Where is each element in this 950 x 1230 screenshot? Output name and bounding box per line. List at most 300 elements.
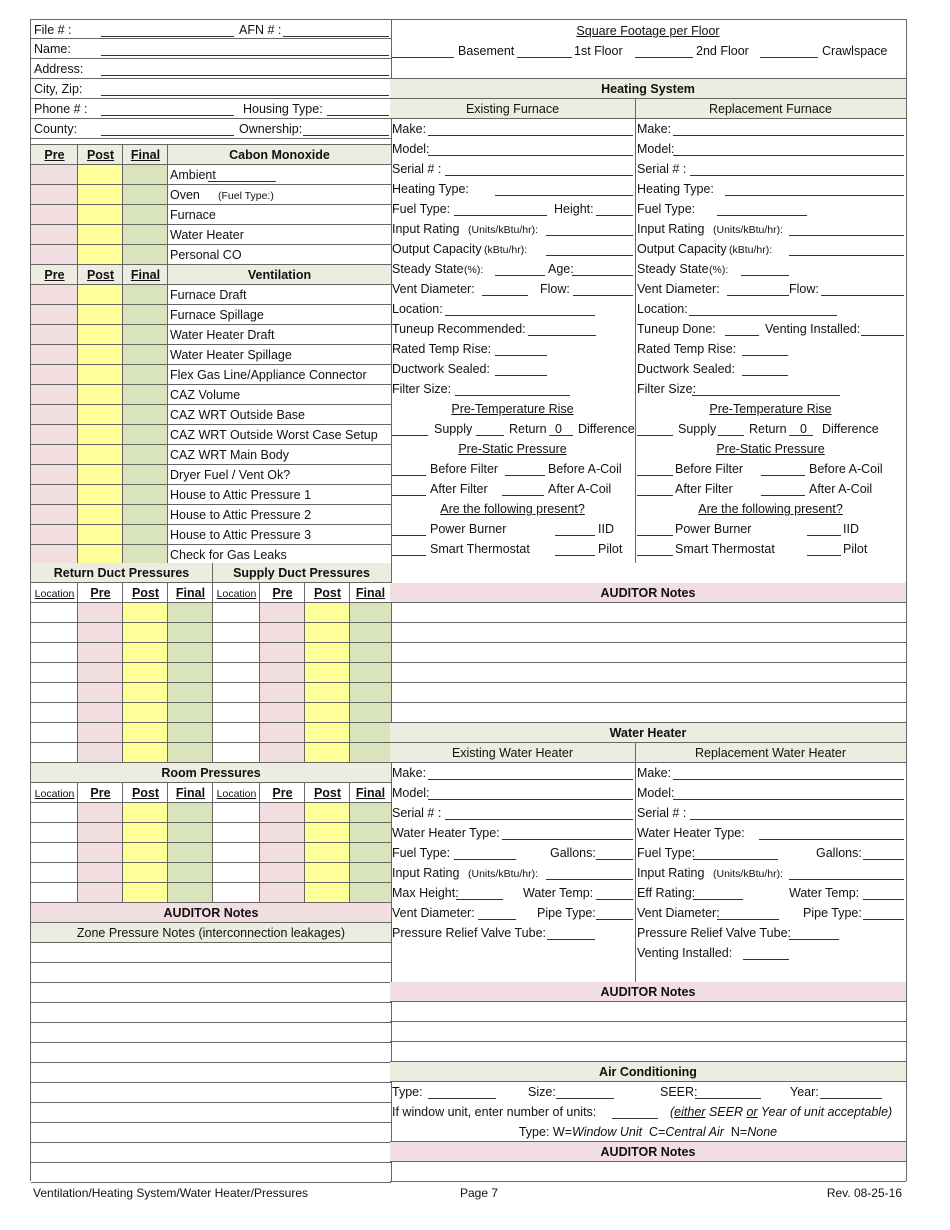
blank-field[interactable] bbox=[807, 541, 841, 556]
final-cell[interactable] bbox=[350, 703, 391, 722]
phone-field[interactable] bbox=[101, 101, 234, 116]
location-cell[interactable] bbox=[31, 623, 78, 642]
blank-field[interactable] bbox=[742, 341, 788, 356]
basement-field[interactable] bbox=[392, 43, 454, 58]
pre-cell[interactable] bbox=[260, 683, 305, 702]
blank-field[interactable] bbox=[789, 865, 904, 880]
pre-cell[interactable] bbox=[31, 185, 78, 204]
wh-row bbox=[390, 923, 906, 943]
post-cell[interactable] bbox=[123, 843, 168, 862]
pre-cell[interactable] bbox=[31, 325, 78, 344]
final-cell[interactable] bbox=[168, 683, 213, 702]
blank-field[interactable] bbox=[428, 765, 633, 780]
post-cell[interactable] bbox=[78, 325, 123, 344]
input-rating-label: Input Rating bbox=[392, 222, 460, 236]
blank-field[interactable] bbox=[482, 281, 528, 296]
final-cell[interactable] bbox=[168, 743, 213, 762]
post-cell[interactable] bbox=[305, 823, 350, 842]
post-cell[interactable] bbox=[305, 703, 350, 722]
blank-field[interactable] bbox=[693, 845, 778, 860]
pre-cell[interactable] bbox=[78, 723, 123, 742]
final-cell[interactable] bbox=[350, 883, 391, 902]
final-cell[interactable] bbox=[350, 863, 391, 882]
housing-type-field[interactable] bbox=[327, 101, 389, 116]
blank-field[interactable] bbox=[596, 885, 633, 900]
ac-size-field[interactable] bbox=[556, 1084, 614, 1099]
blank-field[interactable] bbox=[392, 481, 426, 496]
pre-cell[interactable] bbox=[78, 743, 123, 762]
location-cell[interactable] bbox=[213, 823, 260, 842]
final-cell[interactable] bbox=[350, 803, 391, 822]
blank-field[interactable] bbox=[573, 281, 633, 296]
note-line bbox=[390, 703, 906, 723]
final-cell[interactable] bbox=[123, 505, 168, 524]
final-cell[interactable] bbox=[168, 623, 213, 642]
pre-cell[interactable] bbox=[78, 803, 123, 822]
final-cell[interactable] bbox=[123, 205, 168, 224]
heating-row bbox=[390, 399, 906, 419]
final-cell[interactable] bbox=[350, 643, 391, 662]
blank-field[interactable] bbox=[528, 321, 596, 336]
blank-field[interactable] bbox=[637, 541, 673, 556]
post-cell[interactable] bbox=[123, 663, 168, 682]
item-label: CAZ Volume bbox=[170, 388, 241, 402]
post-cell[interactable] bbox=[305, 843, 350, 862]
post-cell[interactable] bbox=[305, 683, 350, 702]
grid-row bbox=[31, 843, 391, 863]
pre-cell[interactable] bbox=[260, 703, 305, 722]
blank-field[interactable] bbox=[546, 865, 633, 880]
location-cell[interactable] bbox=[31, 863, 78, 882]
post-cell[interactable] bbox=[305, 883, 350, 902]
blank-field[interactable] bbox=[863, 845, 904, 860]
pre-cell[interactable] bbox=[260, 883, 305, 902]
location-cell[interactable] bbox=[213, 883, 260, 902]
post-cell[interactable] bbox=[123, 623, 168, 642]
post-cell[interactable] bbox=[78, 365, 123, 384]
blank-field[interactable] bbox=[789, 241, 904, 256]
pre-cell[interactable] bbox=[31, 245, 78, 264]
left-notes-lines[interactable] bbox=[31, 943, 391, 1181]
blank-field[interactable] bbox=[789, 925, 839, 940]
blank-field[interactable] bbox=[717, 201, 807, 216]
blank-field[interactable] bbox=[454, 845, 516, 860]
location-cell[interactable] bbox=[31, 883, 78, 902]
post-cell[interactable] bbox=[78, 465, 123, 484]
post-cell[interactable] bbox=[123, 803, 168, 822]
blank-field[interactable] bbox=[456, 885, 503, 900]
location-cell[interactable] bbox=[213, 603, 260, 622]
blank-field[interactable] bbox=[455, 381, 570, 396]
pre-cell[interactable] bbox=[31, 305, 78, 324]
final-cell[interactable] bbox=[123, 545, 168, 564]
location-cell[interactable] bbox=[31, 683, 78, 702]
final-cell[interactable] bbox=[168, 723, 213, 742]
file-field[interactable] bbox=[101, 22, 234, 37]
final-cell[interactable] bbox=[350, 603, 391, 622]
pre-header: Pre bbox=[90, 786, 111, 800]
blank-field[interactable] bbox=[761, 481, 805, 496]
final-cell[interactable] bbox=[123, 525, 168, 544]
location-cell[interactable] bbox=[213, 743, 260, 762]
pre-cell[interactable] bbox=[78, 603, 123, 622]
city-field[interactable] bbox=[101, 81, 389, 96]
blank-field[interactable] bbox=[807, 521, 841, 536]
pre-cell[interactable] bbox=[260, 803, 305, 822]
pre-cell[interactable] bbox=[31, 485, 78, 504]
blank-field[interactable] bbox=[555, 541, 595, 556]
heating-notes-lines[interactable] bbox=[390, 603, 906, 723]
blank-field[interactable] bbox=[596, 905, 633, 920]
post-cell[interactable] bbox=[78, 445, 123, 464]
blank-field[interactable] bbox=[428, 141, 633, 156]
blank-field[interactable] bbox=[759, 825, 904, 840]
water-heater-body bbox=[390, 763, 906, 983]
pre-cell[interactable] bbox=[31, 545, 78, 564]
blank-field[interactable] bbox=[863, 905, 904, 920]
name-field[interactable] bbox=[101, 41, 389, 56]
blank-field[interactable] bbox=[445, 805, 633, 820]
pre-cell[interactable] bbox=[78, 823, 123, 842]
pre-cell[interactable] bbox=[31, 205, 78, 224]
location-cell[interactable] bbox=[31, 663, 78, 682]
note-line bbox=[31, 943, 391, 963]
item-label: Water Heater Spillage bbox=[170, 348, 292, 362]
final-cell[interactable] bbox=[168, 703, 213, 722]
address-field[interactable] bbox=[101, 61, 389, 76]
location-cell[interactable] bbox=[213, 663, 260, 682]
note-line bbox=[31, 1083, 391, 1103]
blank-field[interactable] bbox=[476, 421, 504, 436]
make-label: Make: bbox=[392, 122, 427, 136]
pre-cell[interactable] bbox=[78, 843, 123, 862]
final-cell[interactable] bbox=[168, 863, 213, 882]
post-cell[interactable] bbox=[78, 485, 123, 504]
crawlspace-field[interactable] bbox=[760, 43, 818, 58]
post-cell[interactable] bbox=[78, 505, 123, 524]
location-cell[interactable] bbox=[213, 703, 260, 722]
post-cell[interactable] bbox=[78, 525, 123, 544]
pre-cell[interactable] bbox=[31, 505, 78, 524]
measurement-row bbox=[31, 385, 391, 405]
final-cell[interactable] bbox=[123, 225, 168, 244]
blank-field[interactable] bbox=[495, 261, 545, 276]
blank-field[interactable] bbox=[673, 141, 904, 156]
location-cell[interactable] bbox=[213, 683, 260, 702]
final-cell[interactable] bbox=[123, 365, 168, 384]
final-cell[interactable] bbox=[168, 663, 213, 682]
post-cell[interactable] bbox=[78, 345, 123, 364]
post-cell[interactable] bbox=[305, 723, 350, 742]
final-cell[interactable] bbox=[168, 643, 213, 662]
post-cell[interactable] bbox=[123, 683, 168, 702]
fuel-type-label: Fuel Type: bbox=[392, 202, 451, 216]
location-cell[interactable] bbox=[213, 723, 260, 742]
second-floor-field[interactable] bbox=[635, 43, 693, 58]
location-cell[interactable] bbox=[31, 643, 78, 662]
ac-window-field[interactable] bbox=[612, 1104, 658, 1119]
blank-field[interactable] bbox=[555, 521, 595, 536]
final-cell[interactable] bbox=[123, 165, 168, 184]
pre-header: Pre bbox=[272, 586, 293, 600]
post-cell[interactable] bbox=[78, 185, 123, 204]
blank-field[interactable] bbox=[690, 805, 904, 820]
blank-field[interactable] bbox=[392, 421, 428, 436]
blank-field[interactable] bbox=[673, 765, 904, 780]
pre-cell[interactable] bbox=[31, 365, 78, 384]
blank-field[interactable] bbox=[863, 885, 904, 900]
pre-cell[interactable] bbox=[260, 663, 305, 682]
post-cell[interactable] bbox=[305, 643, 350, 662]
ambient-field[interactable] bbox=[208, 167, 276, 182]
pre-cell[interactable] bbox=[260, 643, 305, 662]
final-cell[interactable] bbox=[123, 425, 168, 444]
present-title: Are the following present? bbox=[698, 502, 843, 516]
wh-auditor-row bbox=[390, 982, 906, 1002]
blank-field[interactable] bbox=[445, 161, 633, 176]
location-cell[interactable] bbox=[213, 623, 260, 642]
blank-field[interactable] bbox=[495, 341, 547, 356]
post-cell[interactable] bbox=[123, 863, 168, 882]
blank-field[interactable] bbox=[673, 121, 904, 136]
location-cell[interactable] bbox=[31, 743, 78, 762]
pre-cell[interactable] bbox=[78, 643, 123, 662]
blank-field[interactable] bbox=[546, 221, 633, 236]
post-cell[interactable] bbox=[78, 305, 123, 324]
post-cell[interactable] bbox=[78, 285, 123, 304]
blank-field[interactable] bbox=[689, 301, 837, 316]
blank-field[interactable] bbox=[445, 301, 595, 316]
location-col-header bbox=[31, 583, 78, 602]
final-cell[interactable] bbox=[168, 603, 213, 622]
blank-field[interactable] bbox=[743, 945, 789, 960]
pre-cell[interactable] bbox=[31, 425, 78, 444]
pre-cell[interactable] bbox=[31, 385, 78, 404]
final-cell[interactable] bbox=[123, 325, 168, 344]
final-cell[interactable] bbox=[168, 843, 213, 862]
pre-cell[interactable] bbox=[31, 445, 78, 464]
blank-field[interactable] bbox=[392, 461, 426, 476]
blank-field[interactable] bbox=[502, 825, 633, 840]
blank-field[interactable] bbox=[505, 461, 545, 476]
post-cell[interactable] bbox=[123, 743, 168, 762]
afn-field[interactable] bbox=[283, 22, 389, 37]
location-cell[interactable] bbox=[31, 843, 78, 862]
location-cell[interactable] bbox=[31, 723, 78, 742]
blank-field[interactable] bbox=[637, 421, 673, 436]
post-cell[interactable] bbox=[123, 703, 168, 722]
after-acoil-label: After A-Coil bbox=[548, 482, 612, 496]
blank-field[interactable] bbox=[596, 201, 633, 216]
pre-cell[interactable] bbox=[78, 683, 123, 702]
pre-cell[interactable] bbox=[31, 525, 78, 544]
post-cell[interactable] bbox=[305, 743, 350, 762]
post-cell[interactable] bbox=[78, 225, 123, 244]
blank-field[interactable] bbox=[742, 361, 788, 376]
item-label: House to Attic Pressure 2 bbox=[170, 508, 312, 522]
blank-field[interactable] bbox=[392, 521, 426, 536]
flow-label: Flow: bbox=[540, 282, 570, 296]
blank-field[interactable] bbox=[495, 181, 633, 196]
ac-year-field[interactable] bbox=[820, 1084, 882, 1099]
post-cell[interactable] bbox=[305, 603, 350, 622]
heating-row bbox=[390, 119, 906, 139]
location-cell[interactable] bbox=[31, 703, 78, 722]
filter-label: Filter Size: bbox=[637, 382, 697, 396]
pre-cell[interactable] bbox=[260, 823, 305, 842]
ac-auditor-title: AUDITOR Notes bbox=[600, 1145, 696, 1159]
ac-notes-line[interactable] bbox=[390, 1162, 906, 1182]
blank-field[interactable] bbox=[637, 461, 673, 476]
final-cell[interactable] bbox=[123, 285, 168, 304]
power-burner-label: Power Burner bbox=[675, 522, 752, 536]
final-cell[interactable] bbox=[350, 743, 391, 762]
location-cell[interactable] bbox=[31, 803, 78, 822]
county-label: County: bbox=[34, 122, 78, 136]
heating-row bbox=[390, 239, 906, 259]
post-cell[interactable] bbox=[305, 803, 350, 822]
pre-cell[interactable] bbox=[260, 623, 305, 642]
blank-field[interactable] bbox=[741, 261, 789, 276]
post-cell[interactable] bbox=[78, 385, 123, 404]
blank-field[interactable] bbox=[761, 461, 805, 476]
final-cell[interactable] bbox=[350, 623, 391, 642]
pre-cell[interactable] bbox=[78, 883, 123, 902]
blank-field[interactable] bbox=[725, 181, 904, 196]
post-cell[interactable] bbox=[305, 663, 350, 682]
measurement-row bbox=[31, 445, 391, 465]
ac-type-field[interactable] bbox=[428, 1084, 496, 1099]
pre-cell[interactable] bbox=[31, 345, 78, 364]
post-cell[interactable] bbox=[78, 425, 123, 444]
post-cell[interactable] bbox=[78, 545, 123, 564]
post-cell[interactable] bbox=[78, 245, 123, 264]
pre-cell[interactable] bbox=[260, 603, 305, 622]
post-cell[interactable] bbox=[78, 165, 123, 184]
post-cell[interactable] bbox=[78, 405, 123, 424]
pre-cell[interactable] bbox=[260, 843, 305, 862]
final-cell[interactable] bbox=[123, 385, 168, 404]
first-floor-field[interactable] bbox=[517, 43, 572, 58]
blank-field[interactable] bbox=[637, 481, 673, 496]
location-cell[interactable] bbox=[213, 843, 260, 862]
location-cell[interactable] bbox=[213, 643, 260, 662]
final-cell[interactable] bbox=[350, 823, 391, 842]
final-cell[interactable] bbox=[350, 663, 391, 682]
pre-cell[interactable] bbox=[260, 743, 305, 762]
blank-field[interactable] bbox=[454, 201, 547, 216]
pre-cell[interactable] bbox=[31, 465, 78, 484]
final-cell[interactable] bbox=[123, 345, 168, 364]
pre-cell[interactable] bbox=[31, 285, 78, 304]
blank-field[interactable] bbox=[637, 521, 673, 536]
final-cell[interactable] bbox=[123, 485, 168, 504]
final-cell[interactable] bbox=[123, 185, 168, 204]
final-cell[interactable] bbox=[123, 445, 168, 464]
pre-cell[interactable] bbox=[31, 225, 78, 244]
blank-field[interactable] bbox=[725, 321, 759, 336]
location-cell[interactable] bbox=[213, 863, 260, 882]
location-cell[interactable] bbox=[213, 803, 260, 822]
pre-cell[interactable] bbox=[78, 623, 123, 642]
blank-field[interactable] bbox=[428, 121, 633, 136]
blank-field[interactable] bbox=[717, 905, 779, 920]
final-cell[interactable] bbox=[350, 723, 391, 742]
wh-row bbox=[390, 863, 906, 883]
city-label: City, Zip: bbox=[34, 82, 83, 96]
blank-field[interactable] bbox=[690, 161, 904, 176]
blank-field[interactable] bbox=[495, 361, 547, 376]
pre-cell[interactable] bbox=[31, 165, 78, 184]
post-cell[interactable] bbox=[123, 643, 168, 662]
pre-cell[interactable] bbox=[78, 863, 123, 882]
county-field[interactable] bbox=[101, 121, 234, 136]
second-floor-label: 2nd Floor bbox=[696, 44, 749, 58]
blank-field[interactable] bbox=[547, 925, 595, 940]
pre-cell[interactable] bbox=[260, 723, 305, 742]
blank-field[interactable] bbox=[727, 281, 789, 296]
final-cell[interactable] bbox=[123, 405, 168, 424]
location-cell[interactable] bbox=[31, 823, 78, 842]
pre-cell[interactable] bbox=[78, 703, 123, 722]
wh-notes-lines[interactable] bbox=[390, 1002, 906, 1062]
blank-field[interactable] bbox=[789, 221, 904, 236]
post-cell[interactable] bbox=[78, 205, 123, 224]
blank-field[interactable] bbox=[478, 905, 516, 920]
measurement-row bbox=[31, 245, 391, 265]
post-cell[interactable] bbox=[123, 883, 168, 902]
blank-field[interactable] bbox=[546, 241, 633, 256]
blank-field[interactable] bbox=[861, 321, 904, 336]
post-cell[interactable] bbox=[123, 723, 168, 742]
final-cell[interactable] bbox=[123, 245, 168, 264]
blank-field[interactable] bbox=[392, 541, 426, 556]
location-cell[interactable] bbox=[31, 603, 78, 622]
blank-field[interactable] bbox=[596, 845, 633, 860]
blank-field[interactable] bbox=[693, 885, 743, 900]
blank-field[interactable] bbox=[673, 785, 904, 800]
post-cell[interactable] bbox=[305, 623, 350, 642]
item-label-cell bbox=[168, 285, 391, 304]
blank-field[interactable] bbox=[718, 421, 744, 436]
blank-field[interactable] bbox=[692, 381, 840, 396]
blank-field[interactable] bbox=[502, 481, 544, 496]
post-cell[interactable] bbox=[123, 823, 168, 842]
pre-cell[interactable] bbox=[260, 863, 305, 882]
blank-field[interactable] bbox=[428, 785, 633, 800]
final-cell[interactable] bbox=[123, 305, 168, 324]
final-cell[interactable] bbox=[168, 803, 213, 822]
water-temp-label: Water Temp: bbox=[523, 886, 594, 900]
after-acoil-label: After A-Coil bbox=[809, 482, 873, 496]
final-cell[interactable] bbox=[123, 465, 168, 484]
final-cell[interactable] bbox=[350, 843, 391, 862]
left-column bbox=[30, 19, 392, 1181]
pre-cell[interactable] bbox=[78, 663, 123, 682]
heating-row bbox=[390, 219, 906, 239]
final-cell[interactable] bbox=[168, 823, 213, 842]
post-cell[interactable] bbox=[305, 863, 350, 882]
steady-units: (%): bbox=[709, 264, 729, 276]
final-cell[interactable] bbox=[350, 683, 391, 702]
post-cell[interactable] bbox=[123, 603, 168, 622]
pre-cell[interactable] bbox=[31, 405, 78, 424]
ac-seer-field[interactable] bbox=[695, 1084, 761, 1099]
blank-field[interactable] bbox=[572, 261, 633, 276]
final-cell[interactable] bbox=[168, 883, 213, 902]
blank-field[interactable] bbox=[821, 281, 904, 296]
ownership-field[interactable] bbox=[303, 121, 389, 136]
